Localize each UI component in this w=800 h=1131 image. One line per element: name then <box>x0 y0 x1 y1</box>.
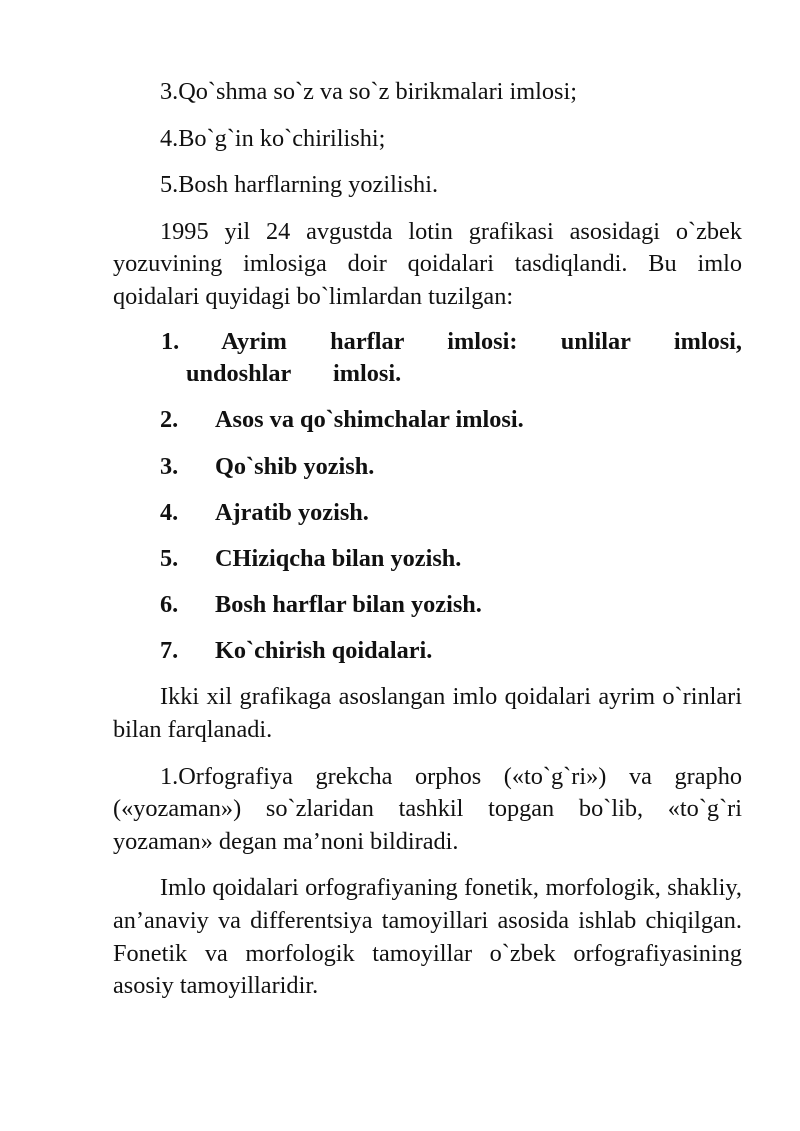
list-item <box>113 543 742 576</box>
rules-sections-list <box>113 326 742 668</box>
list-item-text: Ayrim harflar imlosi: unlilar imlosi, undoshlar imlosi. <box>186 327 742 388</box>
list-item-number: 6. <box>160 591 179 619</box>
list-item-number: 3. <box>160 452 179 480</box>
list-item-number: 2. <box>160 406 179 434</box>
list-item-text: Ajratib yozish. <box>215 498 369 526</box>
list-item-text: Qo`shib yozish. <box>215 452 375 480</box>
list-item <box>113 589 742 622</box>
list-item <box>113 326 742 391</box>
list-item-text: Bosh harflar bilan yozish. <box>215 591 482 619</box>
list-item-number: 7. <box>160 637 179 665</box>
list-item-text: Asos va qo`shimchalar imlosi. <box>215 406 524 434</box>
list-item-number: 4. <box>160 498 179 526</box>
list-item <box>113 497 742 530</box>
list-item <box>113 404 742 437</box>
list-item <box>113 635 742 668</box>
paragraph-orfografiya-definition: 1.Orfografiya grekcha orphos («to`g`ri») va grapho («yozaman») so`zlaridan tashkil topgan bo`lib, «to`g`ri yozaman» degan ma’noni bildiradi. <box>113 762 742 855</box>
intro-item-3: 3.Qo`shma so`z va so`z birikmalari imlosi; <box>160 78 578 105</box>
paragraph-imlo-principles: Imlo qoidalari orfografiyaning fonetik, morfologik, shakliy, an’anaviy va differentsiya tamoyillari asosida ishlab chiqilgan. Fonetik va morfologik tamoyillar o`zbek orfografiyasining asosiy tamoyillaridir. <box>113 874 742 1000</box>
paragraph-1995-rules: 1995 yil 24 avgustda lotin grafikasi asosidagi o`zbek yozuvining imlosiga doir qoidalari tasdiqlandi. Bu imlo qoidalari quyidagi bo`limlardan tuzilgan: <box>113 217 742 310</box>
list-item-text: CHiziqcha bilan yozish. <box>215 544 462 572</box>
list-item-text: Ko`chirish qoidalari. <box>215 637 433 665</box>
paragraph-two-scripts: Ikki xil grafikaga asoslangan imlo qoidalari ayrim o`rinlari bilan farqlanadi. <box>113 683 742 744</box>
list-item-number: 5. <box>160 544 179 572</box>
intro-item-4: 4.Bo`g`in ko`chirilishi; <box>160 124 386 152</box>
document-page <box>113 76 742 1003</box>
intro-item-5: 5.Bosh harflarning yozilishi. <box>160 171 439 199</box>
list-item <box>113 451 742 484</box>
list-item-number: 1. <box>161 327 180 355</box>
